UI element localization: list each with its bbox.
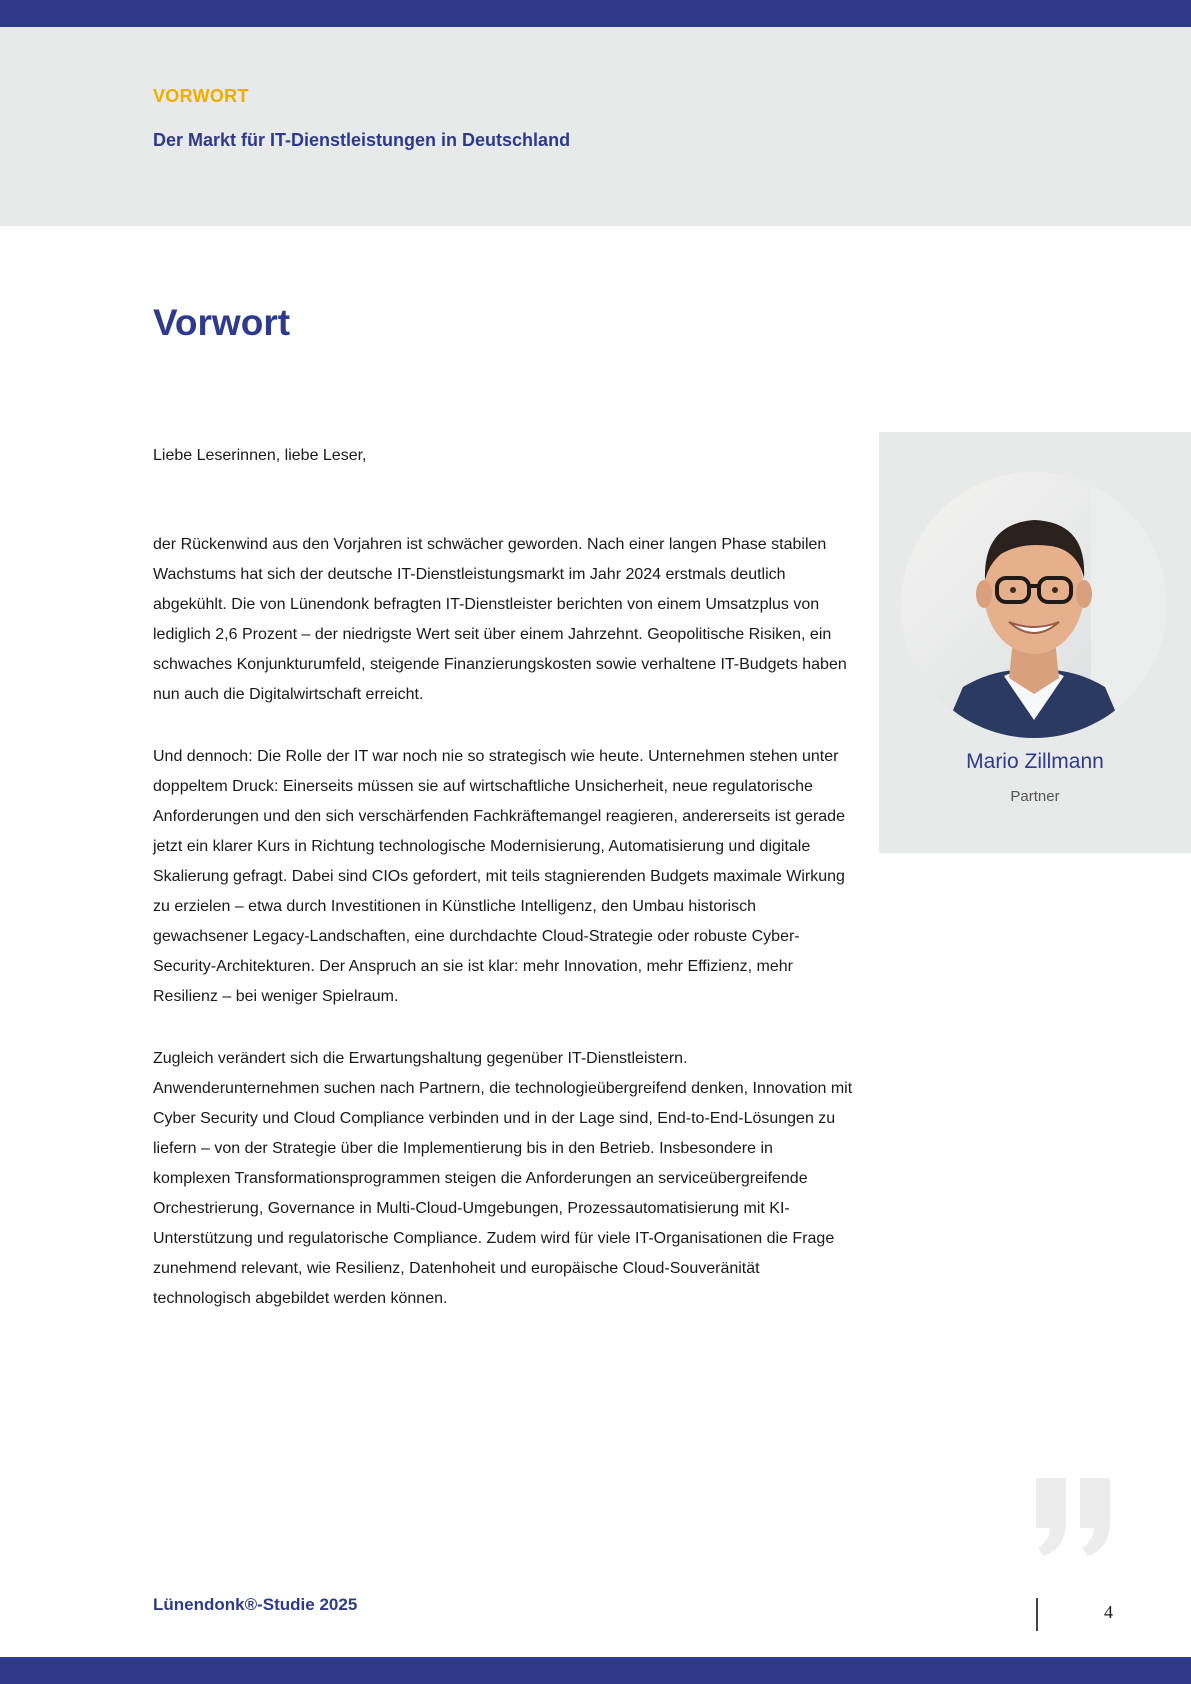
section-kicker: VORWORT [153,86,249,106]
greeting: Liebe Leserinnen, liebe Leser, [153,447,367,464]
top-color-bar [0,0,1191,27]
footer-study-title: Lünendonk®-Studie 2025 [153,1595,358,1614]
header-band [0,27,1191,226]
author-profile-card [879,432,1191,853]
author-name: Mario Zillmann [966,750,1104,773]
author-portrait [901,472,1167,738]
page-title: Vorwort [153,302,291,343]
body-paragraph-2: Und dennoch: Die Rolle der IT war noch nie so strategisch wie heute. Unternehmen stehen unter doppeltem Druck: Einerseits müssen sie auf wirtschaftliche Unsicherheit, neue regulatorische Anforderungen und den sich verschärfenden Fachkräftemangel reagieren, andererseits ist gerade jetzt ein klarer Kurs in Richtung technologische Modernisierung, Automatisierung und digitale Skalierung gefragt. Dabei sind CIOs gefordert, mit teils stagnierenden Budgets maximale Wirkung zu erzielen – etwa durch Investitionen in Künstliche Intelligenz, den Umbau historisch gewachsener Legacy-Landschaften, eine durchdachte Cloud-Strategie oder robuste Cyber-Security-Architekturen. Der Anspruch an sie ist klar: mehr Innovation, mehr Effizienz, mehr Resilienz – bei weniger Spielraum. [153,748,845,1005]
section-subtitle: Der Markt für IT-Dienstleistungen in Deutschland [153,130,571,150]
quote-mark-icon [1030,1478,1120,1558]
body-paragraph-3: Zugleich verändert sich die Erwartungshaltung gegenüber IT-Dienstleistern. Anwenderunternehmen suchen nach Partnern, die technologieübergreifend denken, Innovation mit Cyber Security und Cloud Compliance verbinden und in der Lage sind, End-to-End-Lösungen zu liefern – von der Strategie über die Implementierung bis in den Betrieb. Insbesondere in komplexen Transformationsprogrammen steigen die Anforderungen an serviceübergreifende Orchestrierung, Governance in Multi-Cloud-Umgebungen, Prozessautomatisierung mit KI-Unterstützung und regulatorische Compliance. Zudem wird für viele IT-Organisationen die Frage zunehmend relevant, wie Resilienz, Datenhoheit und europäische Cloud-Souveränität technologisch abgebildet werden können. [153,1050,853,1307]
footer-divider [1036,1598,1038,1631]
page-number: 4 [1104,1602,1113,1622]
author-role: Partner [1010,788,1060,805]
body-paragraph-1: der Rückenwind aus den Vorjahren ist schwächer geworden. Nach einer langen Phase stabilen Wachstums hat sich der deutsche IT-Dienstleistungsmarkt im Jahr 2024 erstmals deutlich abgekühlt. Die von Lünendonk befragten IT-Dienstleister berichten von einem Umsatzplus von lediglich 2,6 Prozent – der niedrigste Wert seit über einem Jahrzehnt. Geopolitische Risiken, ein schwaches Konjunkturumfeld, steigende Finanzierungskosten sowie verhaltene IT-Budgets haben nun auch die Digitalwirtschaft erreicht. [153,536,847,703]
bottom-color-bar [0,1657,1191,1684]
